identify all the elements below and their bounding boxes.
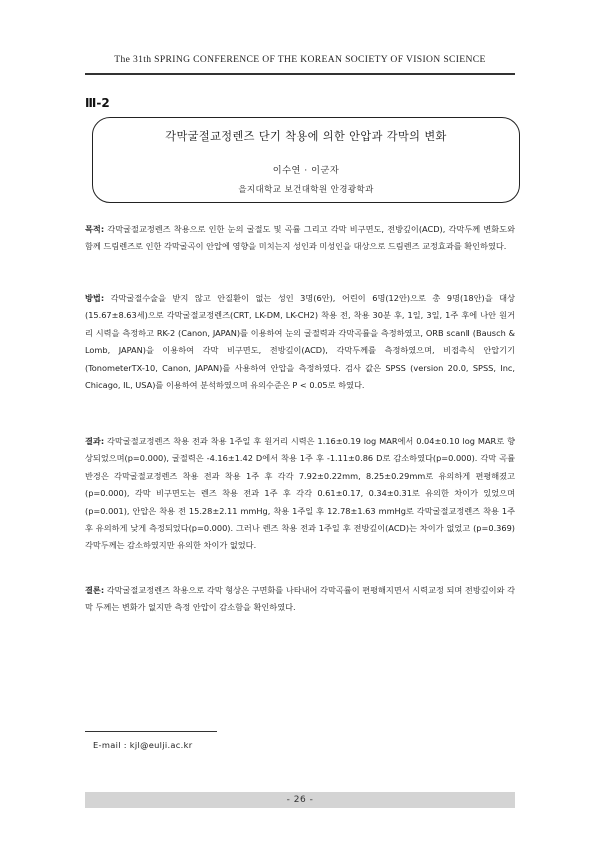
methods-text: 각막굴절수술을 받지 않고 안질환이 없는 성인 3명(6안), 어린이 6명(12안)으로 총 9명(18안)을 대상(15.67±8.63세)으로 각막굴절교정렌즈(CRT, LK-DM, LK-CH2) 착용 전, 착용 30분 후, 1일, 3일, 1주 후에 나안 원거리 시력을 측정하고 RK-2 (Canon, JAPAN)를 이용하여 눈의 굴절력과 각막곡률을 측정하였고, ORB scanⅡ (Bausch & Lomb, JAPAN)을 이용하여 각막 비구면도, 전방깊이(ACD), 각막두께를 측정하였으며, 비접촉식 안압기기(TonometerTX-10, Canon, JAPAN)를 사용하여 안압을 측정하였다. 검사 값은 SPSS (version 20.0, SPSS, Inc, Chicago, IL, USA)를 이용하여 분석하였으며 유의수준은 P < 0.05로 하였다.	[85, 293, 515, 391]
objective-section	[85, 221, 515, 256]
title-box	[92, 117, 520, 203]
objective-text: 각막굴절교정렌즈 착용으로 인한 눈의 굴절도 및 곡률 그리고 각막 비구면도, 전방깊이(ACD), 각막두께 변화도와 함께 드림렌즈로 인한 각막굴곡이 안압에 영향을 미치는지 성인과 미성인을 대상으로 드림렌즈 교정효과를 확인하였다.	[85, 224, 515, 252]
section-number: Ⅲ-2	[85, 96, 110, 110]
page-number: - 26 -	[286, 795, 314, 805]
methods-section	[85, 290, 515, 394]
results-label: 결과:	[85, 436, 105, 446]
conclusion-label: 결론:	[85, 585, 105, 595]
footnote-email: E-mail : kjl@eulji.ac.kr	[93, 740, 193, 750]
footnote-rule	[85, 731, 217, 732]
paper-title: 각막굴절교정렌즈 단기 착용에 의한 안압과 각막의 변화	[165, 130, 447, 143]
conclusion-section	[85, 582, 515, 617]
results-text: 각막굴절교정렌즈 착용 전과 착용 1주일 후 원거리 시력은 1.16±0.19 log MAR에서 0.04±0.10 log MAR로 향상되었으며(p=0.000), 굴절력은 -4.16±1.42 D에서 착용 1주 후 -1.11±0.86 D로 감소하였다(p=0.000). 각막 곡률반경은 각막굴절교정렌즈 착용 전과 착용 1주 후 각각 7.92±0.22mm, 8.25±0.29mm로 유의하게 편평해졌고(p=0.000), 각막 비구면도는 렌즈 착용 전과 1주 후 각각 0.61±0.17, 0.34±0.31로 유의한 차이가 있었으며(p=0.001), 안압은 착용 전 15.28±2.11 mmHg, 착용 1주일 후 12.78±1.63 mmHg로 각막굴절교정렌즈 착용 1주 후 유의하게 낮게 측정되었다(p=0.000). 그러나 렌즈 착용 전과 1주일 후 전방깊이(ACD)는 차이가 없었고 (p=0.369) 각막두께는 감소하였지만 유의한 차이가 없었다.	[85, 436, 515, 551]
conclusion-text: 각막굴절교정렌즈 착용으로 각막 형상은 구면화를 나타내어 각막곡률이 편평해지면서 시력교정 되며 전방깊이와 각막 두께는 변화가 없지만 측정 안압이 감소함을 확인하였다.	[85, 585, 515, 613]
conference-header: The 31th SPRING CONFERENCE OF THE KOREAN SOCIETY OF VISION SCIENCE	[114, 54, 486, 65]
header-rule	[85, 73, 515, 75]
page-number-bar	[85, 792, 515, 808]
results-section	[85, 433, 515, 555]
authors: 이수연 · 이군자	[272, 165, 340, 176]
objective-label: 목적:	[85, 224, 105, 234]
methods-label: 방법:	[85, 293, 105, 303]
affiliation: 을지대학교 보건대학원 안경광학과	[238, 185, 374, 195]
